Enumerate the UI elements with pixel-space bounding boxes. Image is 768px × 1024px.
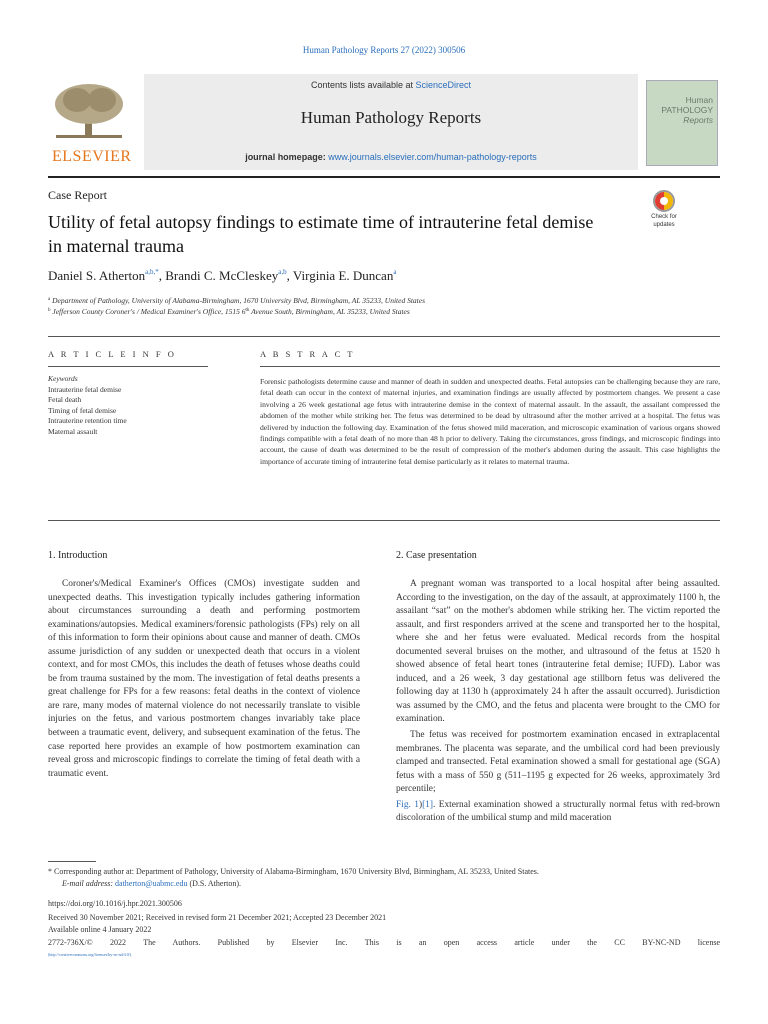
author-affil-marks[interactable]: a,b,* — [145, 268, 159, 276]
cover-line-3: Reports — [683, 115, 713, 125]
check-for-updates-badge[interactable] — [646, 190, 682, 230]
affiliation-text-sup: th — [245, 308, 250, 313]
journal-cover-thumbnail[interactable] — [646, 80, 718, 166]
paragraph: The fetus was received for postmortem examination encased in extraplacental membranes. The placenta was separate, and the umbilical cord had been previously clamped and transected. Fetal examination showed a small for gestational age (SGA) fetus with a mass of 550 g (511–1195 g expected for 26 weeks, approximately 3rd percentile; — [396, 730, 720, 795]
affiliation-text: Jefferson County Coroner's / Medical Examiner's Office, 1515 6 — [52, 307, 246, 316]
abstract-divider — [260, 366, 720, 367]
section-heading-case: 2. Case presentation — [396, 550, 477, 561]
sciencedirect-link[interactable]: ScienceDirect — [415, 80, 472, 90]
homepage-link[interactable]: www.journals.elsevier.com/human-pathology-reports — [328, 152, 537, 162]
homepage-prefix: journal homepage: — [245, 152, 329, 162]
author-name[interactable]: Virginia E. Duncan — [292, 268, 394, 283]
email-link[interactable]: datherton@uabmc.edu — [115, 879, 188, 888]
info-top-rule — [48, 336, 720, 337]
license-url-link[interactable]: (http://creativecommons.org/licenses/by-nc-nd/4.0/). — [48, 952, 133, 957]
license-statement: 2772-736X/© 2022 The Authors. Published by Elsevier Inc. This is an open access article under the CC BY-NC-ND license — [48, 938, 720, 947]
contents-line — [144, 80, 638, 90]
affiliation-a — [48, 296, 425, 305]
homepage-line — [144, 152, 638, 162]
introduction-column — [48, 578, 360, 783]
keywords-label: Keywords — [48, 374, 78, 383]
affiliation-mark: a — [48, 297, 51, 302]
affiliation-text: Department of Pathology, University of Alabama-Birmingham, 1670 University Blvd, Birmingham, AL 35233, United States — [52, 296, 425, 305]
keyword-item: Intrauterine retention time — [48, 416, 127, 425]
journal-banner — [144, 74, 638, 170]
journal-title: Human Pathology Reports — [300, 108, 482, 127]
header-rule — [48, 176, 720, 178]
elsevier-logo[interactable] — [48, 70, 138, 170]
figure-reference-link[interactable]: Fig. 1 — [396, 799, 419, 810]
author-name[interactable]: Daniel S. Atherton — [48, 268, 146, 283]
paragraph: A pregnant woman was transported to a local hospital after being assaulted. According to the investigation, on the day of the assault, at approximately 1100 h, the assailant “sat” on the mother's abdomen while striking her. The victim reported the assault, and first responders arrived at the scene and transported her to the hospital, where she and her fetus were evaluated. Medical records from the hospital documented several bruises on the mother, and ultrasound of the fetus at 1520 h showed absence of fetal heart tones (intrauterine fetal demise; IUFD). Labor was induced, and a 26 week, 3 day gestational age stillborn fetus was delivered the following day at 1130 h (approximately 24 h after the assault occurred). Jurisdiction was assumed by the CMO, and the fetus and placenta were brought to the CMO for examination. — [396, 579, 720, 725]
keyword-item: Intrauterine fetal demise — [48, 384, 122, 394]
footnote-rule — [48, 861, 96, 862]
keywords-block — [48, 374, 208, 437]
abstract-bottom-rule — [48, 520, 720, 521]
elsevier-tree-icon — [52, 80, 126, 140]
cover-title — [653, 95, 713, 125]
journal-citation-line[interactable]: Human Pathology Reports 27 (2022) 300506 — [302, 45, 466, 55]
check-updates-label-1: Check for — [651, 214, 677, 220]
affiliation-b — [48, 307, 410, 316]
author-name[interactable]: Brandi C. McCleskey — [165, 268, 279, 283]
check-updates-icon — [653, 190, 675, 212]
article-info-heading: A R T I C L E I N F O — [48, 349, 177, 359]
paragraph-continued: Fig. 1)[1]. External examination showed a structurally normal fetus with red-brown discoloration of the umbilical stump and mild maceration — [396, 799, 720, 824]
cover-line-1: Human — [685, 95, 713, 105]
journal-header — [48, 70, 720, 170]
contents-prefix: Contents lists available at — [310, 80, 416, 90]
keyword-item: Maternal assault — [48, 426, 98, 436]
section-heading-introduction: 1. Introduction — [48, 550, 108, 561]
abstract-heading: A B S T R A C T — [260, 349, 355, 359]
author-affil-marks[interactable]: a — [393, 268, 397, 276]
citation-link[interactable]: [1] — [422, 799, 433, 810]
keyword-item: Timing of fetal demise — [48, 405, 117, 415]
email-suffix: (D.S. Atherton). — [187, 879, 242, 888]
doi-link[interactable]: https://doi.org/10.1016/j.hpr.2021.300506 — [48, 899, 182, 908]
paragraph: Coroner's/Medical Examiner's Offices (CMOs) investigate sudden and unexpected deaths. This investigation typically includes gathering information about circumstances surrounding a death and performing postmortem examinations/autopsies. Medical examiners/forensic pathologists (FPs) rely on all of this information to form their opinions about cause and manner of death. CMOs assume jurisdiction of any sudden or unexpected death that occurs in a violent context, and for most CMOs, this includes the death of fetuses whose deaths could be from trauma sustained by the mom. The investigation of fetal deaths presents a great challenge for FPs for a few reasons: fetal deaths in the context of violence are rare, many modes of maternal violence do not necessarily translate to visible injuries on the fetus, and various postmortem changes invariably take place between a traumatic event, delivery, and subsequent examination of the fetus. The case reported here provides an example of how postmortem examination can reveal gross and microscopic findings to correlate the timing of fetal death with a traumatic event. — [48, 579, 360, 779]
check-updates-label-2: updates — [653, 222, 675, 228]
affiliation-mark: b — [48, 308, 51, 313]
email-line — [62, 878, 241, 890]
article-title: Utility of fetal autopsy findings to estimate time of intrauterine fetal demise in maternal trauma — [48, 212, 594, 256]
author-list: Daniel S. Atherton$^{a,b,*}$, Brandi C. McCleskey$^{a,b}$, Virginia E. Duncan$^a$ — [48, 268, 397, 283]
article-type: Case Report — [48, 188, 107, 202]
author-affil-marks[interactable]: a,b — [278, 268, 287, 276]
cover-line-2: PATHOLOGY — [661, 105, 713, 115]
email-label: E-mail address: — [62, 879, 116, 888]
keyword-item: Fetal death — [48, 395, 82, 404]
corresponding-author-note: * Corresponding author at: Department of Pathology, University of Alabama-Birmingham, 1670 University Blvd, Birmingham, AL 35233, United States. — [48, 867, 539, 876]
abstract-text: Forensic pathologists determine cause and manner of death in sudden and unexpected deaths. Fetal autopsies can be challenging because they are rare, fetal death can occur in the context of maternal injuries, and examination findings are usually affected by postmortem changes. We present a case involving a 26 week gestational age fetus with intrauterine demise in the context of maternal assault. In the assault, the assailant compressed the abdomen of the mother while striking her. The fetus was determined to be dead by ultrasound after the mother arrived at a hospital. The fetus was delivered by induction the following day. Examination of the fetus showed mild maceration, and microscopic examination of various organs showed findings compatible with a fetal death of no more than 48 h prior to delivery. Taking the circumstances, gross findings, and microscopic findings into account, the cause of death was determined to be the result of compression of the mother's abdomen during the assault. This case highlights the importance of accurate timing of intrauterine fetal demise particularly as it relates to maternal trauma. — [260, 377, 720, 466]
case-column — [396, 578, 720, 826]
elsevier-wordmark: ELSEVIER — [52, 148, 132, 165]
info-divider — [48, 366, 208, 367]
available-online: Available online 4 January 2022 — [48, 925, 152, 934]
affiliation-text: Avenue South, Birmingham, AL 35233, United States — [249, 307, 410, 316]
received-dates: Received 30 November 2021; Received in revised form 21 December 2021; Accepted 23 December 2021 — [48, 913, 387, 922]
